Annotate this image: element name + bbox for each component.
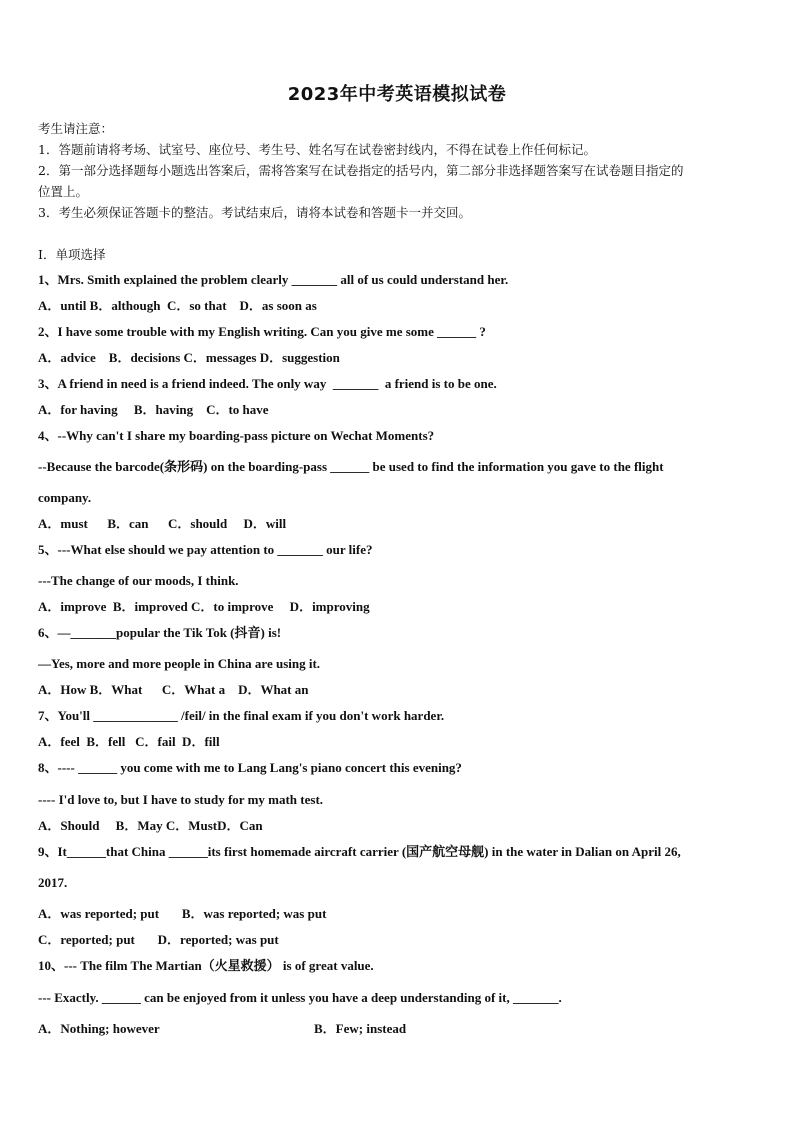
question-1-options: A．until B．although C．so that D．as soon as [38, 298, 317, 313]
question-6-options: A．How B．What C．What a D．What an [38, 682, 309, 697]
question-10: 10、--- The film The Martian（火星救援） is of great value. [38, 958, 374, 973]
question-4-line-3: company. [38, 490, 92, 505]
question-8-line-2: ---- I'd love to, but I have to study for my math test. [38, 792, 324, 807]
question-9-line-2: 2017. [38, 875, 68, 890]
question-5-line-2: ---The change of our moods, I think. [38, 573, 239, 588]
question-4: 4、--Why can't I share my boarding-pass picture on Wechat Moments? [38, 428, 435, 443]
notice-item-1: 1．答题前请将考场、试室号、座位号、考生号、姓名写在试卷密封线内，不得在试卷上作任何标记。 [38, 142, 596, 157]
question-7-options: A．feel B．fell C．fail D．fill [38, 734, 220, 749]
question-10-option-a: A．Nothing; however [38, 1021, 160, 1036]
question-1: 1、Mrs. Smith explained the problem clearly _______ all of us could understand her. [38, 272, 509, 287]
question-3-options: A．for having B．having C．to have [38, 402, 269, 417]
page-title: 2023年中考英语模拟试卷 [287, 84, 507, 105]
question-5-options: A．improve B．improved C．to improve D．improving [38, 599, 370, 614]
question-4-line-2: --Because the barcode(条形码) on the boarding-pass ______ be used to find the information you gave to the flight [38, 459, 664, 474]
question-3: 3、A friend in need is a friend indeed. The only way _______ a friend is to be one. [38, 376, 497, 391]
question-8-options: A．Should B．May C．MustD．Can [38, 818, 263, 833]
question-2: 2、I have some trouble with my English writing. Can you give me some ______ ? [38, 324, 486, 339]
question-6-line-2: —Yes, more and more people in China are using it. [38, 656, 321, 671]
question-4-options: A．must B．can C．should D．will [38, 516, 287, 531]
notice-heading: 考生请注意： [38, 121, 114, 136]
section-heading: Ⅰ．单项选择 [38, 247, 106, 262]
question-9-options-1: A．was reported; put B．was reported; was put [38, 906, 327, 921]
question-9: 9、It______that China ______its first homemade aircraft carrier (国产航空母舰) in the water in Dalian on April 26, [38, 844, 681, 859]
question-8: 8、---- ______ you come with me to Lang Lang's piano concert this evening? [38, 760, 462, 775]
question-10-line-2: --- Exactly. ______ can be enjoyed from it unless you have a deep understanding of it, _______. [38, 990, 562, 1005]
question-10-option-b: B．Few; instead [314, 1021, 407, 1036]
question-6: 6、—_______popular the Tik Tok (抖音) is! [38, 625, 282, 640]
question-9-options-2: C．reported; put D．reported; was put [38, 932, 279, 947]
question-5: 5、---What else should we pay attention to _______ our life? [38, 542, 373, 557]
question-7: 7、You'll _____________ /feil/ in the final exam if you don't work harder. [38, 708, 445, 723]
notice-item-2: 2．第一部分选择题每小题选出答案后，需将答案写在试卷指定的括号内，第二部分非选择题答案写在试卷题目指定的 [38, 163, 684, 178]
question-2-options: A．advice B．decisions C．messages D．suggestion [38, 350, 340, 365]
notice-item-3: 3．考生必须保证答题卡的整洁。考试结束后，请将本试卷和答题卡一并交回。 [38, 205, 471, 220]
notice-item-2-cont: 位置上。 [38, 184, 89, 199]
